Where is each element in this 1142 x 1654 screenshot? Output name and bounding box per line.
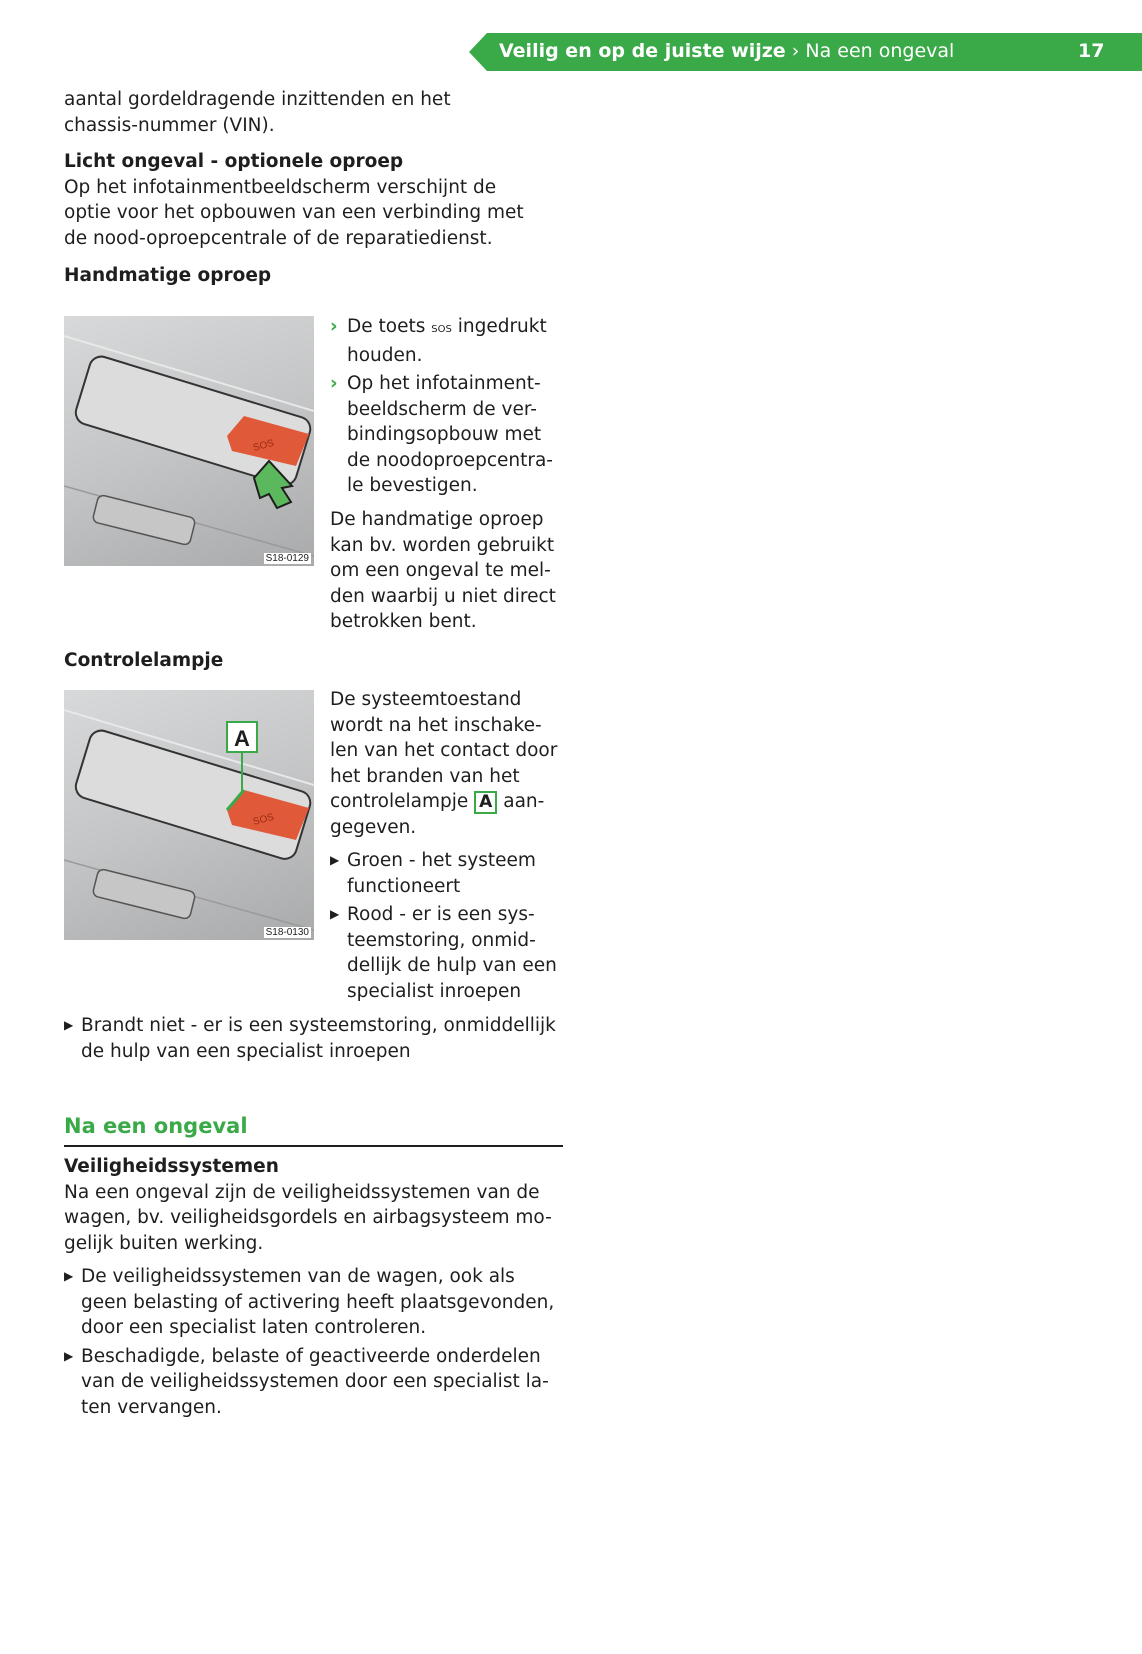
section-divider [64,1145,563,1147]
bullet-item: ▶ Groen - het systeem functioneert [330,850,536,897]
figure-indicator-lamp [64,690,314,940]
indicator-heading: Controlelampje [64,650,224,671]
breadcrumb [499,40,954,62]
svg-text:SOS: SOS [251,437,276,454]
sos-icon: SOS [431,324,452,335]
page-number: 17 [1078,40,1105,62]
step-item: › De toets SOS ingedrukt houden. [330,316,547,366]
after-accident-block [64,1154,564,1423]
intro-text: aantal gordeldragende inzittenden en het chassis-nummer (VIN). [64,89,451,136]
indicator-text: De systeemtoestand wordt na het inschake-len van het contact door het branden van het controlelampje A aan-gegeven. ▶ Groen - het systeem functioneert ▶ Rood - er is een sys-teemstoring, onmid-dellijk de hulp van een specialist inroepen [330,687,565,1007]
indicator-last-bullet [64,1013,564,1067]
light-accident-text: Op het infotainmentbeeldscherm verschijnt de optie voor het opbouwen van een verbinding met de nood-oproepcentrale of de reparatiedienst. [64,176,524,249]
figure-code: S18-0129 [265,553,309,564]
bullet-item: ▶ Rood - er is een sys-teemstoring, onmid-dellijk de hulp van een specialist inroepen [330,904,557,1002]
svg-text:SOS: SOS [251,811,276,828]
breadcrumb-subsection: Na een ongeval [805,40,955,62]
safety-systems-heading: Veiligheidssystemen [64,1156,279,1177]
bullet-item: ▶ Beschadigde, belaste of geactiveerde onderdelen van de veiligheidssystemen door een specialist la-ten vervangen. [64,1345,549,1418]
section-title: Na een ongeval [64,1114,248,1138]
manual-call-note: De handmatige oproep kan bv. worden gebruikt om een ongeval te mel-den waarbij u niet direct betrokken bent. [330,509,556,632]
figure-label-a: A [234,726,250,751]
indicator-heading-block [64,648,564,674]
manual-call-steps [330,314,565,502]
step-chevron-icon: › [330,373,338,394]
triangle-bullet-icon: ▶ [64,1018,74,1032]
bullet-item: ▶ Brandt niet - er is een systeemstoring, onmiddellijk de hulp van een specialist inroepen [64,1015,556,1062]
step-chevron-icon: › [330,316,338,337]
label-a-box: A [474,791,497,814]
breadcrumb-section: Veilig en op de juiste wijze [499,40,786,62]
triangle-bullet-icon: ▶ [64,1348,74,1363]
breadcrumb-separator: › [791,40,800,62]
bullet-item: ▶ De veiligheidssystemen van de wagen, ook als geen belasting of activering heeft plaatsgevonden, door een specialist laten controleren. [64,1266,555,1338]
triangle-bullet-icon: ▶ [330,907,340,921]
light-accident-heading: Licht ongeval - optionele oproep [64,151,404,172]
triangle-bullet-icon: ▶ [330,853,340,867]
figure-code: S18-0130 [265,927,309,938]
triangle-bullet-icon: ▶ [64,1269,74,1283]
step-item: › Op het infotainment-beeldscherm de ver-bindingsopbouw met de noodoproepcentra-le bevestigen. [330,373,553,496]
intro-block [64,87,564,289]
manual-call-heading: Handmatige oproep [64,265,272,286]
indicator-illustration [64,690,314,940]
safety-systems-text: Na een ongeval zijn de veiligheidssystemen van de wagen, bv. veiligheidsgordels en airbagsysteem mo-gelijk buiten werking. [64,1181,552,1254]
